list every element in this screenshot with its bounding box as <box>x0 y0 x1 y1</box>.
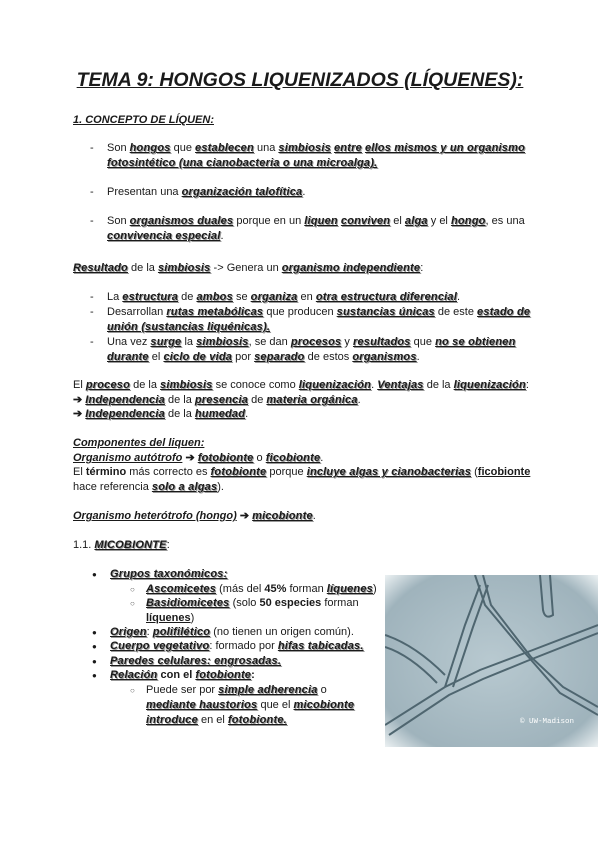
emphasized-term: mediante haustorios <box>146 699 258 711</box>
bullet-marker-icon: ● <box>92 657 97 666</box>
emphasized-term: procesos <box>290 336 342 348</box>
text-run: ( <box>471 466 478 478</box>
text-run: . <box>357 394 361 406</box>
emphasized-term: polifilético <box>152 626 211 638</box>
text-run: Son <box>107 215 130 227</box>
emphasized-term: organización talofítica <box>181 186 303 198</box>
emphasized-term: Relación <box>110 669 158 681</box>
emphasized-term: fotobionte <box>197 452 254 464</box>
arrow-item <box>73 407 533 422</box>
text-run: . <box>220 230 224 242</box>
bullet-marker-icon: ● <box>92 570 97 579</box>
emphasized-term: MICOBIONTE <box>94 539 167 551</box>
list-item <box>90 214 532 244</box>
emphasized-term: ciclo de vida <box>163 351 233 363</box>
text-run: con el <box>157 669 196 681</box>
text-run: , se dan <box>248 336 291 348</box>
emphasized-term: convivencia especial <box>107 230 221 242</box>
bullet-marker-icon: ● <box>92 642 97 651</box>
emphasized-term: Paredes celulares: engrosadas. <box>110 655 282 667</box>
paragraph-proceso <box>73 378 533 393</box>
emphasized-term: Ventajas <box>377 379 424 391</box>
text-run: : <box>525 379 529 391</box>
emphasized-term: simbiosis <box>278 142 331 154</box>
emphasized-term: micobionte <box>252 510 313 522</box>
text-run: de la <box>164 394 195 406</box>
emphasized-term: estructura <box>122 291 179 303</box>
emphasized-term: simbiosis <box>196 336 249 348</box>
emphasized-term: organismo independiente <box>281 262 421 274</box>
text-run: ➔ <box>182 452 198 464</box>
text-run: que <box>170 142 196 154</box>
emphasized-term: fotobionte. <box>227 714 287 726</box>
emphasized-term: fotobionte <box>195 669 252 681</box>
text-run: Son <box>107 142 130 154</box>
text-run: ficobionte <box>477 466 531 478</box>
text-run: El <box>73 379 86 391</box>
bullet-item <box>92 668 380 683</box>
text-run: hace referencia <box>73 481 152 493</box>
text-run: ). <box>217 481 224 493</box>
text-run: que <box>410 336 436 348</box>
list-item <box>90 185 532 200</box>
emphasized-term: entre <box>333 142 362 154</box>
emphasized-term: Ascomicetes <box>146 583 217 595</box>
emphasized-term: hongos <box>129 142 171 154</box>
emphasized-term: líquenes <box>326 583 373 595</box>
circle-marker-icon: ○ <box>130 599 135 608</box>
text-run: líquenes <box>146 612 191 624</box>
emphasized-term: incluye algas y cianobacterias <box>306 466 472 478</box>
dash-marker-icon: - <box>90 142 94 154</box>
text-run: . <box>416 351 420 363</box>
section-heading-concepto <box>73 113 533 128</box>
emphasized-term: simbiosis <box>157 262 211 274</box>
emphasized-term: organismos <box>352 351 417 363</box>
text-run: que producen <box>263 306 337 318</box>
text-run: . <box>245 408 249 420</box>
text-run: 1. CONCEPTO DE LÍQUEN: <box>73 114 214 126</box>
componentes-heading <box>73 436 533 451</box>
list-item <box>90 290 532 305</box>
text-run: 45% <box>264 583 287 595</box>
emphasized-term: separado <box>254 351 305 363</box>
emphasized-term: ellos mismos y un organismo fotosintético (una cianobacteria o una microalga). <box>107 142 526 169</box>
emphasized-term: fotobionte <box>210 466 267 478</box>
text-run: 1.1. <box>73 539 95 551</box>
emphasized-term: no se obtienen durante <box>107 336 516 363</box>
paragraph-resultado <box>73 261 533 276</box>
text-run: Organismo heterótrofo (hongo) <box>73 510 237 522</box>
text-run: la <box>181 336 197 348</box>
text-run: El <box>73 466 86 478</box>
emphasized-term: Basidiomicetes <box>146 597 230 609</box>
text-run: en <box>297 291 316 303</box>
page-title: TEMA 9: HONGOS LIQUENIZADOS (LÍQUENES): <box>76 69 524 91</box>
text-run: : <box>251 669 255 681</box>
list-item <box>90 305 532 335</box>
text-run: se <box>232 291 251 303</box>
text-run: Desarrollan <box>107 306 167 318</box>
emphasized-term: Cuerpo vegetativo <box>110 640 210 652</box>
text-run: Una vez <box>107 336 151 348</box>
text-run: Componentes del liquen: <box>73 437 205 449</box>
emphasized-term: organiza <box>250 291 298 303</box>
text-run: de la <box>423 379 454 391</box>
text-run: que el <box>257 699 294 711</box>
emphasized-term: liquenización <box>298 379 372 391</box>
emphasized-term: liquenización <box>453 379 526 391</box>
text-run: : <box>166 539 170 551</box>
paragraph-autotrofo <box>73 451 533 466</box>
emphasized-term: materia orgánica <box>266 394 358 406</box>
text-run: La <box>107 291 123 303</box>
text-run: de este <box>434 306 478 318</box>
text-run: . <box>302 186 306 198</box>
text-run: el <box>148 351 164 363</box>
emphasized-term: estado de unión (sustancias liquénicas). <box>107 306 531 333</box>
emphasized-term: surge <box>150 336 182 348</box>
emphasized-term: simple adherencia <box>218 684 318 696</box>
text-run: una <box>253 142 279 154</box>
paragraph-heterotrofo <box>73 509 533 524</box>
dash-marker-icon: - <box>90 306 94 318</box>
text-run: de <box>178 291 197 303</box>
text-run: forman <box>321 597 359 609</box>
text-run: : <box>146 626 153 638</box>
text-run: término <box>85 466 127 478</box>
text-run: en el <box>197 714 228 726</box>
bullet-item <box>92 654 380 669</box>
text-run: el <box>390 215 405 227</box>
sub-bullet-item <box>130 683 378 728</box>
emphasized-term: establecen <box>195 142 254 154</box>
text-run: Organismo autótrofo <box>73 452 183 464</box>
text-run: ) <box>190 612 195 624</box>
text-run: ➔ <box>236 510 253 522</box>
text-run: porque en un <box>233 215 305 227</box>
text-run: : formado por <box>209 640 278 652</box>
text-run: forman <box>286 583 327 595</box>
text-run: de la <box>164 408 195 420</box>
paragraph-termino <box>73 465 533 495</box>
text-run: -> Genera un <box>210 262 282 274</box>
text-run: se conoce como <box>212 379 299 391</box>
text-run: ) <box>373 583 377 595</box>
text-run: y el <box>427 215 451 227</box>
text-run: de estos <box>304 351 353 363</box>
text-run: porque <box>266 466 307 478</box>
emphasized-term: liquen <box>304 215 338 227</box>
emphasized-term: micobionte <box>293 699 355 711</box>
emphasized-term: ficobionte <box>265 452 321 464</box>
emphasized-term: organismos duales <box>129 215 234 227</box>
text-run: por <box>232 351 255 363</box>
dash-marker-icon: - <box>90 291 94 303</box>
bullet-item <box>92 625 380 640</box>
text-run: , es una <box>485 215 525 227</box>
text-run: . <box>320 452 324 464</box>
bullet-item <box>92 567 380 582</box>
sub-bullet-item <box>130 596 378 626</box>
text-run: (más del <box>216 583 265 595</box>
text-run: . <box>456 291 461 303</box>
emphasized-term: Grupos taxonómicos: <box>110 568 228 580</box>
emphasized-term: presencia <box>194 394 249 406</box>
subsection-heading-micobionte <box>73 538 533 553</box>
text-run: 50 especies <box>259 597 322 609</box>
emphasized-term: hongo <box>450 215 486 227</box>
micrograph-hyphae-image <box>385 575 598 747</box>
text-run: de la <box>127 262 158 274</box>
emphasized-term: otra estructura diferencial <box>315 291 457 303</box>
emphasized-term: Independencia <box>85 408 165 420</box>
emphasized-term: ambos <box>196 291 233 303</box>
bullet-item <box>92 639 380 654</box>
emphasized-term: resultados <box>352 336 411 348</box>
emphasized-term: Origen <box>110 626 147 638</box>
text-run: de <box>248 394 267 406</box>
emphasized-term: conviven <box>340 215 391 227</box>
emphasized-term: solo a algas <box>151 481 218 493</box>
text-run: ➔ <box>73 394 86 406</box>
emphasized-term: rutas metabólicas <box>166 306 264 318</box>
bullet-marker-icon: ● <box>92 628 97 637</box>
text-run: o <box>253 452 266 464</box>
text-run: . <box>371 379 378 391</box>
circle-marker-icon: ○ <box>130 585 135 594</box>
photo-watermark: © UW-Madison <box>520 718 575 726</box>
dash-marker-icon: - <box>90 186 94 198</box>
arrow-item <box>73 393 533 408</box>
emphasized-term: alga <box>404 215 428 227</box>
emphasized-term: simbiosis <box>160 379 213 391</box>
bullet-marker-icon: ● <box>92 671 97 680</box>
text-run: . <box>312 510 316 522</box>
text-run: Puede ser por <box>146 684 219 696</box>
sub-bullet-item <box>130 582 378 597</box>
emphasized-term: proceso <box>85 379 131 391</box>
text-run: ➔ <box>73 408 86 420</box>
text-run: (no tienen un origen común). <box>210 626 354 638</box>
emphasized-term: Resultado <box>73 262 128 274</box>
circle-marker-icon: ○ <box>130 686 135 695</box>
text-run: más correcto es <box>126 466 211 478</box>
text-run: de la <box>130 379 161 391</box>
emphasized-term: sustancias únicas <box>336 306 435 318</box>
text-run: : <box>420 262 424 274</box>
emphasized-term: humedad <box>194 408 246 420</box>
emphasized-term: Independencia <box>85 394 165 406</box>
dash-marker-icon: - <box>90 215 94 227</box>
emphasized-term: hifas tabicadas. <box>277 640 364 652</box>
text-run: y <box>341 336 353 348</box>
text-run: Presentan una <box>107 186 182 198</box>
list-item <box>90 335 532 365</box>
text-run: o <box>317 684 327 696</box>
emphasized-term: introduce <box>146 714 198 726</box>
list-item <box>90 141 532 171</box>
dash-marker-icon: - <box>90 336 94 348</box>
text-run: (solo <box>229 597 260 609</box>
